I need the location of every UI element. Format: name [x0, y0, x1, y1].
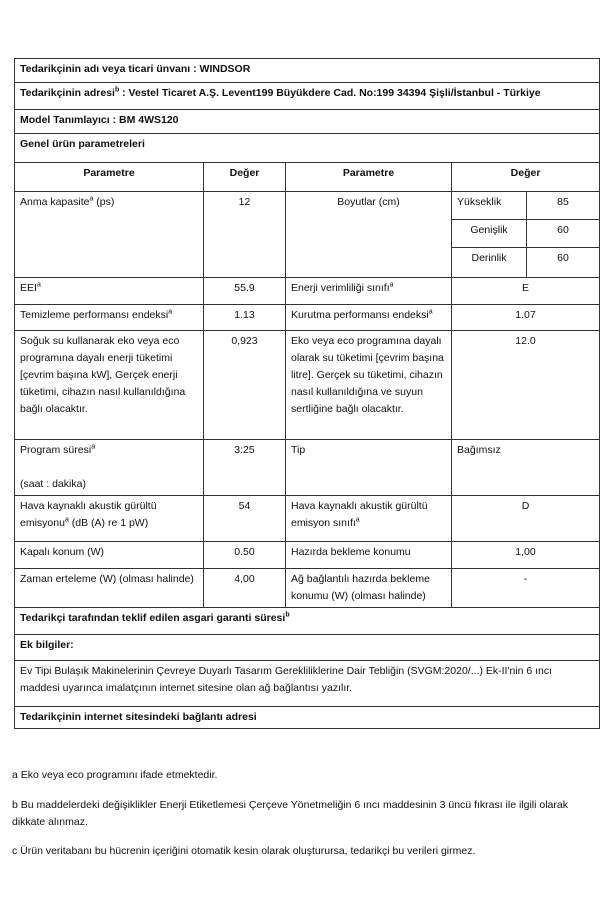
cleaning-value: 1.13: [204, 305, 286, 331]
warranty-row: [15, 608, 600, 635]
model-identifier: Model Tanımlayıcı : BM 4WS120: [15, 110, 600, 134]
capacity-label: [15, 192, 204, 278]
supplier-address-value: : Vestel Ticaret A.Ş. Levent199 Büyükdere Cad. No:199 34394 Şişli/İstanbul - Türkiye: [119, 87, 541, 99]
energy-class-text: Enerji verimliliği sınıfı: [291, 282, 390, 294]
drying-text: Kurutma performansı endeksi: [291, 309, 429, 321]
general-params-title: Genel ürün parametreleri: [15, 134, 600, 163]
eei-sup: a: [36, 281, 41, 289]
noise-text: Hava kaynaklı akustik gürültü emisyonu: [20, 500, 157, 529]
eei-label: [15, 278, 204, 305]
supplier-address: [15, 83, 600, 110]
dimensions-label: Boyutlar (cm): [286, 192, 452, 278]
product-info-sheet: [14, 58, 600, 729]
energy-consumption-label: Soğuk su kullanarak eko veya eco programına dayalı enerji tüketimi [çevrim başına kW], Gerçek enerji tüketimi, cihazın nasıl kullanıldığına bağlı olacaktır.: [15, 331, 204, 440]
energy-class-label: [286, 278, 452, 305]
delay-start-value: 4,00: [204, 569, 286, 608]
capacity-text: Anma kapasite: [20, 196, 90, 208]
header-value-2: Değer: [452, 163, 600, 192]
header-param-1: Parametre: [15, 163, 204, 192]
noise-class-sup: a: [355, 516, 360, 524]
type-value: Bağımsız: [452, 440, 600, 496]
cleaning-text: Temizleme performansı endeksi: [20, 309, 169, 321]
drying-sup: a: [428, 308, 433, 316]
warranty-text: Tedarikçi tarafından teklif edilen asgari garanti süresi: [20, 612, 286, 624]
off-mode-value: 0.50: [204, 542, 286, 569]
network-standby-value: -: [452, 569, 600, 608]
noise-sup: a: [64, 516, 69, 524]
noise-class-text: Hava kaynaklı akustik gürültü emisyon sınıfı: [291, 500, 428, 529]
supplier-address-label: Tedarikçinin adresi: [20, 87, 115, 99]
width-label: Genişlik: [452, 220, 527, 248]
energy-class-value: E: [452, 278, 600, 305]
header-value-1: Değer: [204, 163, 286, 192]
energy-consumption-value: 0,923: [204, 331, 286, 440]
width-value: 60: [527, 220, 600, 248]
table-header-row: [15, 163, 600, 192]
energy-class-sup: a: [389, 281, 394, 289]
noise-label: [15, 496, 204, 542]
drying-label: [286, 305, 452, 331]
noise-class-label: [286, 496, 452, 542]
website-row: Tedarikçinin internet sitesindeki bağlantı adresi: [15, 707, 600, 729]
capacity-unit: (ps): [93, 196, 115, 208]
noise-class-value: D: [452, 496, 600, 542]
network-standby-label: Ağ bağlantılı hazırda bekleme konumu (W) (olması halinde): [286, 569, 452, 608]
footnote-c: c Ürün veritabanı bu hücrenin içeriğini otomatik kesin olarak oluşturursa, tedarikçi bu verileri girmez.: [12, 845, 476, 857]
water-consumption-label: Eko veya eco programına dayalı olarak su tüketimi [çevrim başına litre]. Gerçek su tüketimi, cihazın nasıl kullanıldığına ve suyun sertliğine bağlı olacaktır.: [286, 331, 452, 440]
noise-unit: (dB (A) re 1 pW): [68, 517, 149, 529]
off-mode-label: Kapalı konum (W): [15, 542, 204, 569]
standby-label: Hazırda bekleme konumu: [286, 542, 452, 569]
depth-label: Derinlik: [452, 248, 527, 278]
height-value: 85: [527, 192, 600, 220]
depth-value: 60: [527, 248, 600, 278]
supplier-address-sup: b: [114, 86, 120, 94]
standby-value: 1,00: [452, 542, 600, 569]
extra-info-text: Ev Tipi Bulaşık Makinelerinin Çevreye Duyarlı Tasarım Gerekliliklerine Dair Tebliğin (SVGM:2020/...) Ek-II'nin 6 ıncı maddesi uyarınca imalatçının internet sitesine olan ağ bağlantısı yazılır.: [15, 661, 600, 707]
program-duration-value: 3:25: [204, 440, 286, 496]
drying-value: 1.07: [452, 305, 600, 331]
program-sup: a: [91, 443, 96, 451]
program-text: Program süresi: [20, 444, 92, 456]
capacity-sup: a: [89, 195, 94, 203]
supplier-name: Tedarikçinin adı veya ticari ünvanı : WINDSOR: [15, 59, 600, 83]
height-label: Yükseklik: [452, 192, 527, 220]
program-duration-label: [15, 440, 204, 496]
header-param-2: Parametre: [286, 163, 452, 192]
capacity-value: 12: [204, 192, 286, 278]
warranty-sup: b: [285, 611, 290, 619]
cleaning-sup: a: [168, 308, 173, 316]
program-unit: (saat : dakika): [20, 478, 86, 490]
water-consumption-value: 12.0: [452, 331, 600, 440]
eei-value: 55.9: [204, 278, 286, 305]
extra-info-title: Ek bilgiler:: [15, 635, 600, 661]
footnote-a: a Eko veya eco programını ifade etmektedir.: [12, 769, 218, 781]
footnote-b: b Bu maddelerdeki değişiklikler Enerji Etiketlemesi Çerçeve Yönetmeliğin 6 ıncı maddesinin 3 üncü fıkrası ile ilgili olarak dikkate alınmaz.: [12, 799, 568, 828]
delay-start-label: Zaman erteleme (W) (olması halinde): [15, 569, 204, 608]
type-label: Tip: [286, 440, 452, 496]
noise-value: 54: [204, 496, 286, 542]
eei-text: EEI: [20, 282, 37, 294]
cleaning-label: [15, 305, 204, 331]
